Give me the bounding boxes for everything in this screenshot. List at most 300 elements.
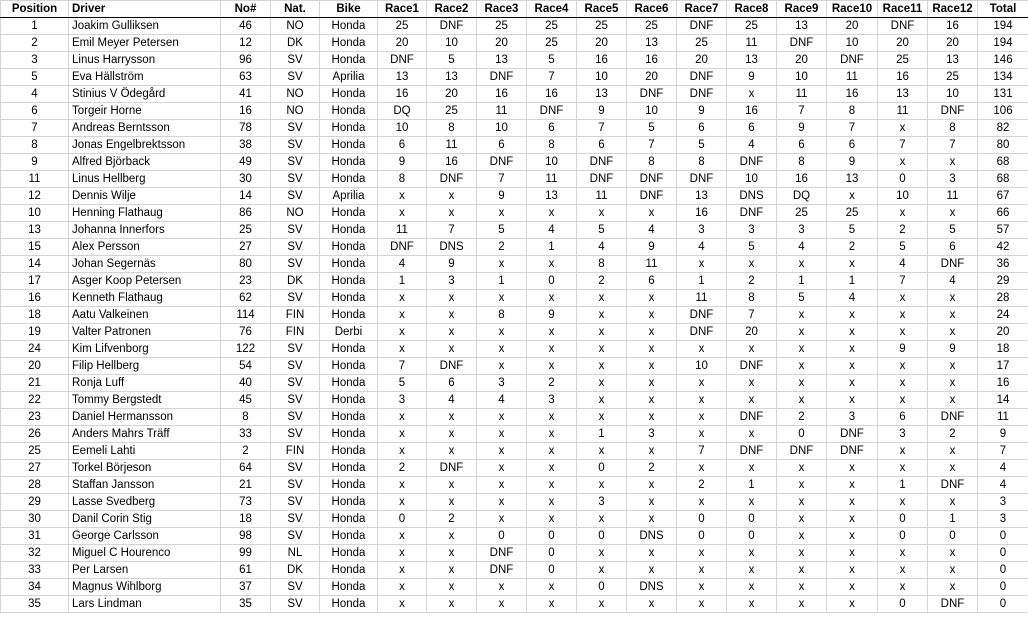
cell-race12: 8 [928,120,978,137]
cell-race10: 1 [827,273,878,290]
cell-race2: 13 [427,69,477,86]
cell-position: 28 [1,477,69,494]
cell-race3: x [477,460,527,477]
cell-race5: 8 [577,256,627,273]
cell-driver: Andreas Berntsson [69,120,221,137]
cell-race5: 2 [577,273,627,290]
cell-race11: 3 [878,426,928,443]
cell-driver: Torkel Börjeson [69,460,221,477]
cell-race11: 10 [878,188,928,205]
cell-nationality: SV [271,409,320,426]
cell-position: 13 [1,222,69,239]
cell-race11: x [878,562,928,579]
cell-number: 45 [221,392,271,409]
cell-race5: 1 [577,426,627,443]
cell-race3: 25 [477,18,527,35]
cell-race5: x [577,205,627,222]
table-row [1,35,1028,52]
cell-number: 49 [221,154,271,171]
cell-race2: x [427,324,477,341]
cell-total: 66 [978,205,1028,222]
cell-total: 82 [978,120,1028,137]
cell-race5: x [577,341,627,358]
cell-race8: 11 [727,35,777,52]
cell-position: 26 [1,426,69,443]
cell-race4: 13 [527,188,577,205]
cell-race9: 2 [777,409,827,426]
cell-total: 57 [978,222,1028,239]
cell-nationality: SV [271,290,320,307]
cell-race6: 6 [627,273,677,290]
cell-race5: DNF [577,171,627,188]
cell-driver: Kenneth Flathaug [69,290,221,307]
cell-number: 40 [221,375,271,392]
table-row [1,222,1028,239]
cell-race6: x [627,443,677,460]
cell-race10: x [827,494,878,511]
cell-number: 73 [221,494,271,511]
cell-race2: 8 [427,120,477,137]
header-number: No# [221,1,271,18]
cell-number: 99 [221,545,271,562]
cell-race5: 0 [577,528,627,545]
cell-race5: x [577,307,627,324]
cell-race12: 5 [928,222,978,239]
cell-race5: x [577,290,627,307]
cell-race6: 16 [627,52,677,69]
cell-race4: 3 [527,392,577,409]
cell-race7: DNF [677,324,727,341]
cell-race7: DNF [677,18,727,35]
cell-race5: 10 [577,69,627,86]
cell-race12: 4 [928,273,978,290]
cell-race2: 3 [427,273,477,290]
cell-driver: Johan Segernäs [69,256,221,273]
cell-race8: 2 [727,273,777,290]
cell-race11: 7 [878,137,928,154]
cell-nationality: SV [271,596,320,613]
cell-race6: 9 [627,239,677,256]
cell-race2: 9 [427,256,477,273]
cell-race1: x [378,443,427,460]
cell-race8: 6 [727,120,777,137]
cell-race4: 0 [527,528,577,545]
cell-race10: 20 [827,18,878,35]
cell-number: 96 [221,52,271,69]
cell-race2: 10 [427,35,477,52]
cell-race8: 9 [727,69,777,86]
cell-race2: x [427,545,477,562]
cell-race11: 25 [878,52,928,69]
table-row [1,273,1028,290]
cell-bike: Honda [320,562,378,579]
cell-race5: x [577,545,627,562]
cell-position: 4 [1,86,69,103]
cell-race2: x [427,307,477,324]
cell-race7: 9 [677,103,727,120]
cell-bike: Honda [320,137,378,154]
cell-total: 3 [978,494,1028,511]
cell-race6: 25 [627,18,677,35]
table-row [1,341,1028,358]
cell-driver: Linus Hellberg [69,171,221,188]
cell-race6: 11 [627,256,677,273]
cell-bike: Honda [320,290,378,307]
cell-race2: x [427,426,477,443]
cell-race8: x [727,256,777,273]
cell-race7: DNF [677,171,727,188]
cell-bike: Honda [320,375,378,392]
cell-position: 34 [1,579,69,596]
cell-nationality: DK [271,273,320,290]
cell-position: 25 [1,443,69,460]
cell-race6: DNF [627,171,677,188]
cell-race3: 5 [477,222,527,239]
cell-race8: DNF [727,154,777,171]
cell-race4: 25 [527,35,577,52]
cell-race6: x [627,596,677,613]
cell-race11: 0 [878,171,928,188]
cell-race1: x [378,188,427,205]
header-race6: Race6 [627,1,677,18]
cell-race7: 2 [677,477,727,494]
cell-race8: 25 [727,18,777,35]
cell-driver: Valter Patronen [69,324,221,341]
header-race9: Race9 [777,1,827,18]
cell-position: 11 [1,171,69,188]
cell-race12: x [928,460,978,477]
cell-race1: 20 [378,35,427,52]
cell-race10: DNF [827,443,878,460]
cell-race3: 4 [477,392,527,409]
cell-race10: 8 [827,103,878,120]
cell-race3: DNF [477,562,527,579]
table-row [1,392,1028,409]
cell-race8: 1 [727,477,777,494]
table-row [1,52,1028,69]
cell-race6: x [627,409,677,426]
cell-race12: x [928,358,978,375]
cell-race2: x [427,477,477,494]
cell-race8: x [727,579,777,596]
cell-race6: x [627,545,677,562]
cell-race6: DNF [627,86,677,103]
cell-race12: 13 [928,52,978,69]
cell-race9: 3 [777,222,827,239]
cell-race8: 4 [727,137,777,154]
cell-number: 78 [221,120,271,137]
cell-total: 146 [978,52,1028,69]
cell-race3: 11 [477,103,527,120]
header-race7: Race7 [677,1,727,18]
cell-number: 38 [221,137,271,154]
cell-race1: 3 [378,392,427,409]
cell-driver: Dennis Wilje [69,188,221,205]
cell-position: 1 [1,18,69,35]
cell-race12: 9 [928,341,978,358]
cell-race10: x [827,341,878,358]
cell-race8: x [727,596,777,613]
cell-bike: Honda [320,205,378,222]
cell-race7: x [677,426,727,443]
cell-race4: 8 [527,137,577,154]
cell-race5: 0 [577,579,627,596]
cell-total: 4 [978,477,1028,494]
cell-total: 17 [978,358,1028,375]
cell-race5: 5 [577,222,627,239]
cell-bike: Honda [320,256,378,273]
cell-total: 194 [978,35,1028,52]
cell-bike: Honda [320,511,378,528]
cell-race6: x [627,324,677,341]
cell-race6: x [627,477,677,494]
cell-race10: DNF [827,52,878,69]
cell-driver: Kim Lifvenborg [69,341,221,358]
header-race12: Race12 [928,1,978,18]
cell-bike: Honda [320,222,378,239]
cell-bike: Honda [320,477,378,494]
cell-race9: 10 [777,69,827,86]
cell-position: 14 [1,256,69,273]
cell-race6: DNS [627,528,677,545]
cell-race9: x [777,562,827,579]
table-row [1,171,1028,188]
cell-race7: x [677,392,727,409]
cell-race7: x [677,256,727,273]
cell-race9: 25 [777,205,827,222]
cell-driver: Lars Lindman [69,596,221,613]
cell-race10: 16 [827,86,878,103]
cell-race4: x [527,205,577,222]
cell-race3: 1 [477,273,527,290]
cell-race12: 3 [928,171,978,188]
cell-race11: x [878,392,928,409]
cell-bike: Honda [320,528,378,545]
cell-race4: 7 [527,69,577,86]
cell-position: 2 [1,35,69,52]
cell-race10: x [827,392,878,409]
cell-race2: x [427,596,477,613]
cell-race11: 0 [878,596,928,613]
cell-race1: 7 [378,358,427,375]
cell-race4: x [527,341,577,358]
cell-race8: x [727,494,777,511]
cell-race9: 1 [777,273,827,290]
cell-race9: x [777,494,827,511]
cell-total: 68 [978,171,1028,188]
cell-race1: 1 [378,273,427,290]
header-race2: Race2 [427,1,477,18]
cell-nationality: SV [271,494,320,511]
table-row [1,324,1028,341]
cell-bike: Honda [320,409,378,426]
cell-number: 62 [221,290,271,307]
cell-driver: Danil Corin Stig [69,511,221,528]
cell-race3: x [477,511,527,528]
cell-driver: Anders Mahrs Träff [69,426,221,443]
cell-number: 12 [221,35,271,52]
cell-driver: Miguel C Hourenco [69,545,221,562]
cell-race9: x [777,256,827,273]
cell-position: 33 [1,562,69,579]
cell-race9: DQ [777,188,827,205]
cell-race4: 25 [527,18,577,35]
cell-nationality: SV [271,392,320,409]
cell-position: 21 [1,375,69,392]
cell-race7: x [677,375,727,392]
cell-race3: 20 [477,35,527,52]
cell-race1: 13 [378,69,427,86]
cell-nationality: SV [271,256,320,273]
cell-race1: x [378,341,427,358]
cell-total: 131 [978,86,1028,103]
cell-race8: x [727,426,777,443]
cell-race9: x [777,358,827,375]
cell-race10: 6 [827,137,878,154]
cell-race12: x [928,307,978,324]
table-row [1,137,1028,154]
cell-number: 25 [221,222,271,239]
cell-race6: x [627,358,677,375]
cell-position: 20 [1,358,69,375]
cell-race4: 2 [527,375,577,392]
cell-race6: x [627,205,677,222]
cell-race6: x [627,562,677,579]
cell-race10: x [827,477,878,494]
cell-bike: Honda [320,596,378,613]
cell-race1: x [378,324,427,341]
cell-race8: 5 [727,239,777,256]
cell-race1: x [378,562,427,579]
cell-race4: 0 [527,273,577,290]
cell-race10: 25 [827,205,878,222]
cell-race9: 20 [777,52,827,69]
cell-race2: 20 [427,86,477,103]
cell-position: 23 [1,409,69,426]
cell-driver: Per Larsen [69,562,221,579]
cell-race5: 9 [577,103,627,120]
table-row [1,477,1028,494]
cell-race4: 0 [527,562,577,579]
cell-race1: x [378,545,427,562]
cell-race2: DNF [427,358,477,375]
cell-race7: 5 [677,137,727,154]
cell-driver: Magnus Wihlborg [69,579,221,596]
cell-nationality: NO [271,86,320,103]
table-row [1,562,1028,579]
cell-bike: Honda [320,494,378,511]
cell-total: 0 [978,579,1028,596]
cell-race6: 2 [627,460,677,477]
cell-nationality: SV [271,426,320,443]
cell-race12: x [928,562,978,579]
cell-position: 5 [1,69,69,86]
cell-race10: x [827,562,878,579]
cell-race5: 6 [577,137,627,154]
cell-race5: x [577,511,627,528]
cell-race12: x [928,392,978,409]
cell-race9: 0 [777,426,827,443]
cell-total: 0 [978,528,1028,545]
cell-race4: x [527,477,577,494]
cell-race9: 5 [777,290,827,307]
cell-race12: x [928,154,978,171]
header-nationality: Nat. [271,1,320,18]
cell-race4: x [527,443,577,460]
cell-number: 76 [221,324,271,341]
cell-race2: 2 [427,511,477,528]
cell-race7: x [677,579,727,596]
cell-bike: Honda [320,35,378,52]
cell-race7: DNF [677,69,727,86]
cell-race10: 3 [827,409,878,426]
table-row [1,358,1028,375]
cell-race1: DQ [378,103,427,120]
cell-total: 4 [978,460,1028,477]
cell-position: 9 [1,154,69,171]
cell-race11: 13 [878,86,928,103]
table-row [1,205,1028,222]
cell-race1: x [378,307,427,324]
cell-driver: Filip Hellberg [69,358,221,375]
cell-race9: 13 [777,18,827,35]
cell-position: 22 [1,392,69,409]
cell-bike: Honda [320,86,378,103]
cell-bike: Honda [320,273,378,290]
cell-race1: 5 [378,375,427,392]
cell-bike: Honda [320,171,378,188]
cell-position: 10 [1,205,69,222]
cell-race11: x [878,324,928,341]
cell-race6: 3 [627,426,677,443]
cell-total: 11 [978,409,1028,426]
cell-race6: 4 [627,222,677,239]
cell-race9: x [777,511,827,528]
cell-race9: x [777,392,827,409]
cell-race10: x [827,375,878,392]
cell-race3: 0 [477,528,527,545]
cell-race6: x [627,511,677,528]
cell-race7: x [677,596,727,613]
cell-race8: 0 [727,511,777,528]
cell-total: 29 [978,273,1028,290]
cell-race2: x [427,341,477,358]
cell-number: 80 [221,256,271,273]
cell-bike: Honda [320,460,378,477]
cell-number: 61 [221,562,271,579]
cell-race5: 16 [577,52,627,69]
cell-race3: x [477,324,527,341]
cell-race11: 0 [878,528,928,545]
cell-race12: 0 [928,528,978,545]
cell-race9: x [777,528,827,545]
cell-race2: x [427,409,477,426]
cell-total: 67 [978,188,1028,205]
cell-race4: x [527,290,577,307]
cell-nationality: SV [271,579,320,596]
cell-race3: 6 [477,137,527,154]
cell-nationality: SV [271,52,320,69]
cell-race12: DNF [928,409,978,426]
cell-race9: 4 [777,239,827,256]
cell-number: 2 [221,443,271,460]
cell-total: 7 [978,443,1028,460]
cell-number: 14 [221,188,271,205]
cell-race11: x [878,154,928,171]
cell-position: 7 [1,120,69,137]
cell-race5: x [577,409,627,426]
cell-race2: x [427,443,477,460]
